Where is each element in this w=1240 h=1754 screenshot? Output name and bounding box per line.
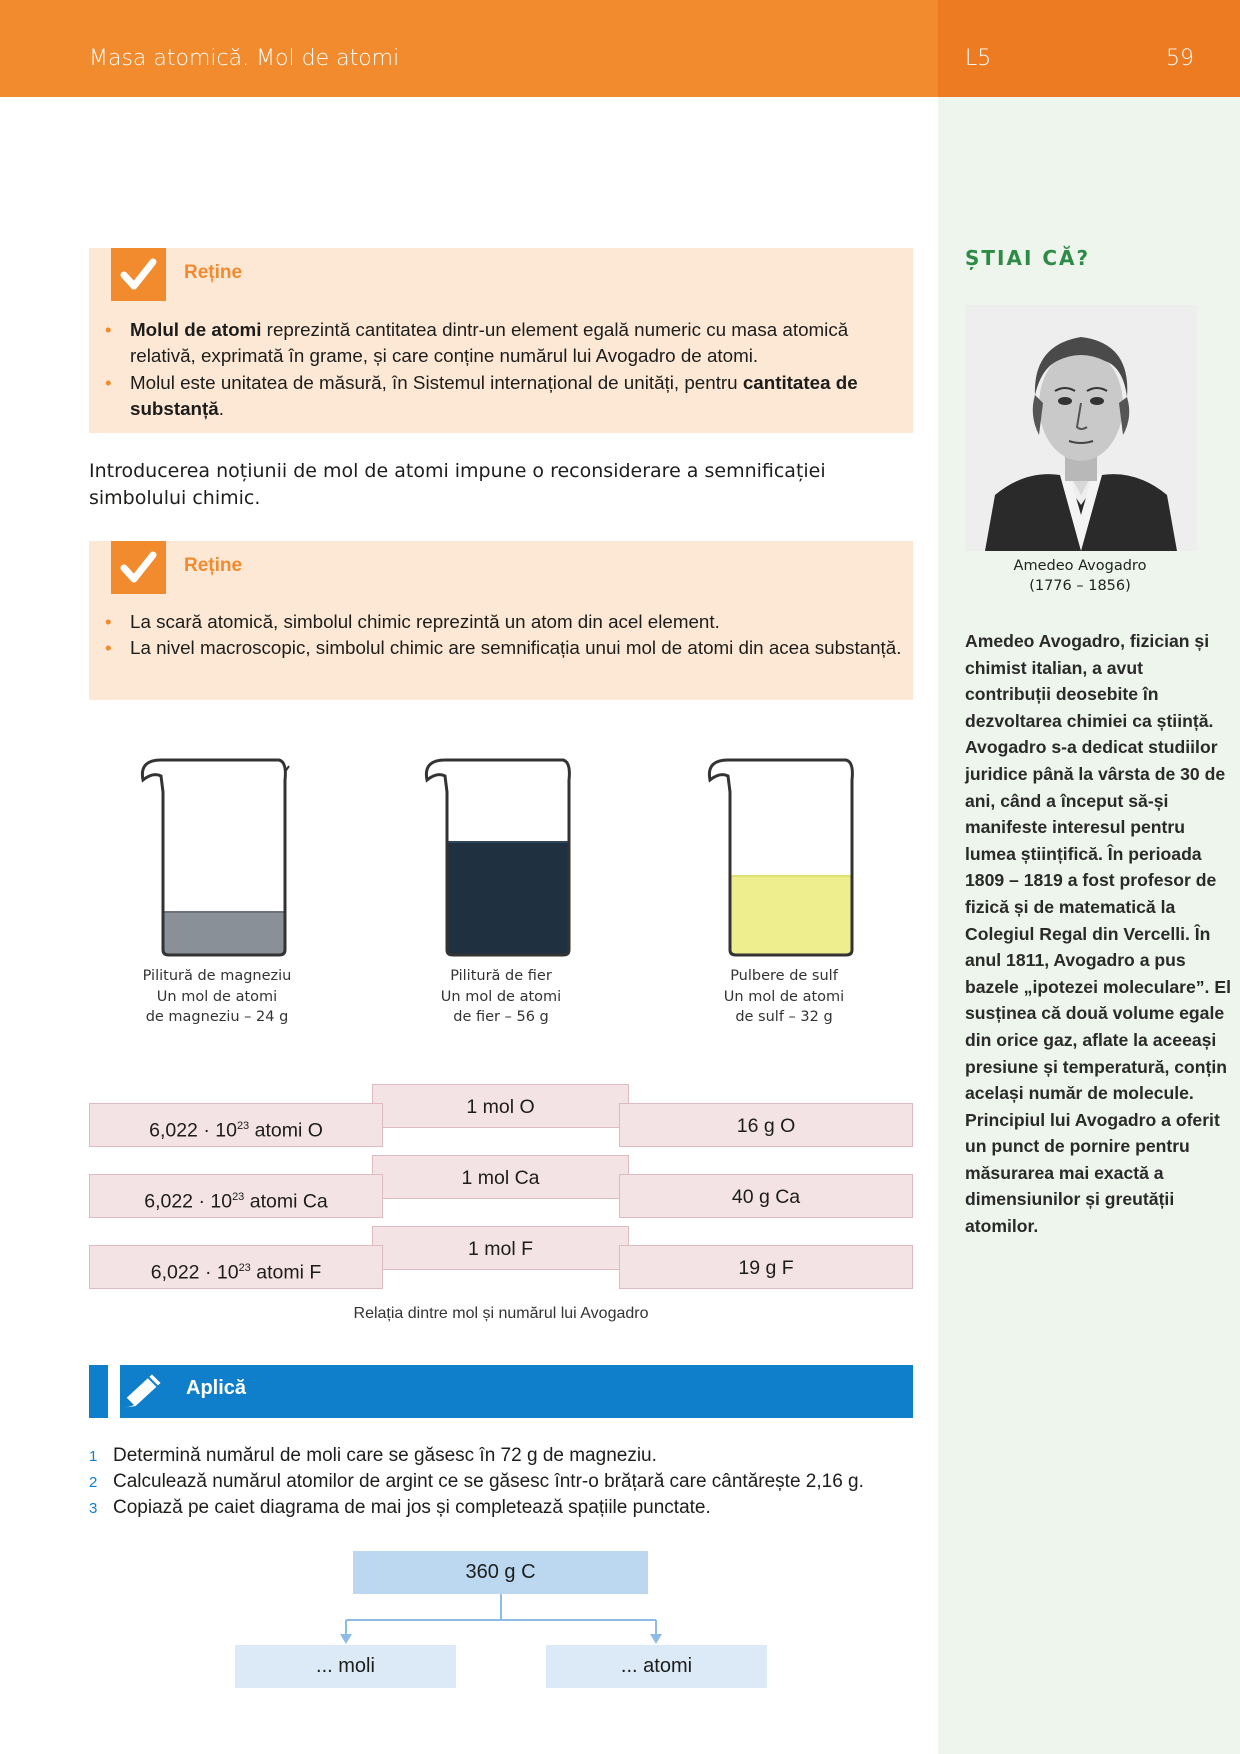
caption-line: de fier – 56 g	[453, 1009, 549, 1025]
exercise-3	[89, 1497, 711, 1519]
atoms-exponent: 23	[232, 1191, 245, 1203]
atoms-base: 6,022 · 10	[149, 1119, 237, 1142]
caption-line: Pulbere de sulf	[730, 968, 838, 984]
beaker-iron	[421, 752, 581, 961]
exercise-1	[89, 1445, 657, 1467]
beaker-caption-iron	[376, 966, 626, 1028]
atoms-exponent: 23	[238, 1262, 251, 1274]
mol-box: 1 mol Ca	[372, 1155, 629, 1199]
diagram-atoms-box: ... atomi	[546, 1645, 767, 1688]
atoms-unit: atomi Ca	[244, 1190, 328, 1213]
atoms-unit: atomi O	[249, 1119, 323, 1142]
diagram-top-box: 360 g C	[353, 1551, 648, 1594]
mass-box: 19 g F	[619, 1245, 913, 1289]
exercise-2	[89, 1471, 864, 1493]
chapter-title: Masa atomică. Mol de atomi	[89, 46, 400, 71]
atoms-box	[89, 1174, 383, 1218]
exercise-text: Determină numărul de moli care se găsesc în 72 g de magneziu.	[113, 1445, 657, 1466]
atoms-base: 6,022 · 10	[150, 1261, 239, 1284]
portrait-years: (1776 – 1856)	[1029, 578, 1131, 594]
beaker-caption-magnesium	[92, 966, 342, 1028]
avogadro-portrait	[965, 305, 1197, 551]
atoms-unit: atomi F	[250, 1261, 322, 1284]
list-item: • La scară atomică, simbolul chimic reprezintă un atom din acel element.	[102, 609, 902, 635]
atoms-box	[89, 1103, 383, 1147]
relation-caption: Relația dintre mol și numărul lui Avogadro	[353, 1305, 649, 1322]
bold-term: Molul de atomi	[130, 319, 262, 340]
caption-line: de magneziu – 24 g	[145, 1009, 289, 1025]
caption-line: de sulf – 32 g	[735, 1009, 833, 1025]
atoms-base: 6,022 · 10	[144, 1190, 233, 1213]
mass-box: 16 g O	[619, 1103, 913, 1147]
sidebar-text: Amedeo Avogadro, fizician și chimist italian, a avut contribuții deosebite în dezvoltarea chimiei ca știință. Avogadro s-a dedicat studiilor juridice până la vârsta de 30 de ani, când a început să-și manifeste interesul pentru lumea științifică. În perioada 1809 – 1819 a fost profesor de fizică și de matematică la Colegiul Regal din Vercelli. În anul 1811, Avogadro a pus bazele „ipotezei moleculare”. El susținea că două volume egale din orice gaz, aflate la aceeași presiune și temperatură, conțin același număr de molecule. Principiul lui Avogadro a oferit un punct de pornire pentru măsurarea mai exactă a dimensiunilor și greutății atomilor.	[965, 631, 1231, 1237]
beaker-magnesium	[137, 752, 297, 961]
caption-line: Un mol de atomi	[440, 988, 562, 1005]
caption-line: Un mol de atomi	[156, 988, 278, 1005]
list-item	[102, 317, 902, 370]
list-item: • La nivel macroscopic, simbolul chimic are semnificația unui mol de atomi din acea substanță.	[102, 635, 902, 661]
mass-box: 40 g Ca	[619, 1174, 913, 1218]
retine-title-2: Reține	[184, 555, 243, 576]
exercise-text: Copiază pe caiet diagrama de mai jos și completează spațiile punctate.	[113, 1497, 711, 1518]
beaker-caption-sulfur	[659, 966, 909, 1028]
diagram-moles-box: ... moli	[235, 1645, 456, 1688]
list-item	[102, 370, 902, 423]
retine-list-2	[102, 609, 902, 662]
mol-box: 1 mol O	[372, 1084, 629, 1128]
exercise-text: Calculează numărul atomilor de argint ce se găsesc într-o brățară care cântărește 2,16 g.	[113, 1471, 864, 1492]
pencil-icon	[112, 1369, 168, 1421]
intro-paragraph: Introducerea noțiunii de mol de atomi impune o reconsiderare a semnificației simbolului chimic.	[89, 460, 826, 509]
caption-line: Pilitură de fier	[450, 968, 552, 984]
diagram-arrows	[330, 1594, 670, 1650]
bullet-end: .	[218, 398, 224, 420]
beaker-sulfur	[704, 752, 864, 961]
retine-title-1: Reține	[184, 262, 243, 283]
mol-box: 1 mol F	[372, 1226, 629, 1270]
exercise-number: 1	[89, 1448, 98, 1465]
aplica-title: Aplică	[186, 1377, 247, 1399]
atoms-box	[89, 1245, 383, 1289]
bullet-text: Molul este unitatea de măsură, în Sistemul internațional de unități, pentru	[130, 371, 743, 393]
portrait-name: Amedeo Avogadro	[1013, 558, 1147, 574]
bold-term: cantitatea de substanță	[130, 371, 858, 420]
page-number: 59	[1166, 46, 1194, 71]
retine-list-1	[102, 317, 902, 423]
exercise-number: 2	[89, 1474, 98, 1491]
check-icon	[111, 248, 166, 301]
lesson-label: L5	[965, 46, 992, 71]
caption-line: Pilitură de magneziu	[142, 968, 292, 984]
check-icon	[111, 541, 166, 594]
bullet-text: reprezintă cantitatea dintr-un element egală numeric cu masa atomică relativă, exprimată în grame, și care conține numărul lui Avogadro de atomi.	[130, 319, 849, 367]
sidebar-heading: ȘTIAI CĂ?	[965, 246, 1091, 270]
exercise-number: 3	[89, 1500, 98, 1517]
caption-line: Un mol de atomi	[723, 988, 845, 1005]
atoms-exponent: 23	[236, 1120, 250, 1132]
